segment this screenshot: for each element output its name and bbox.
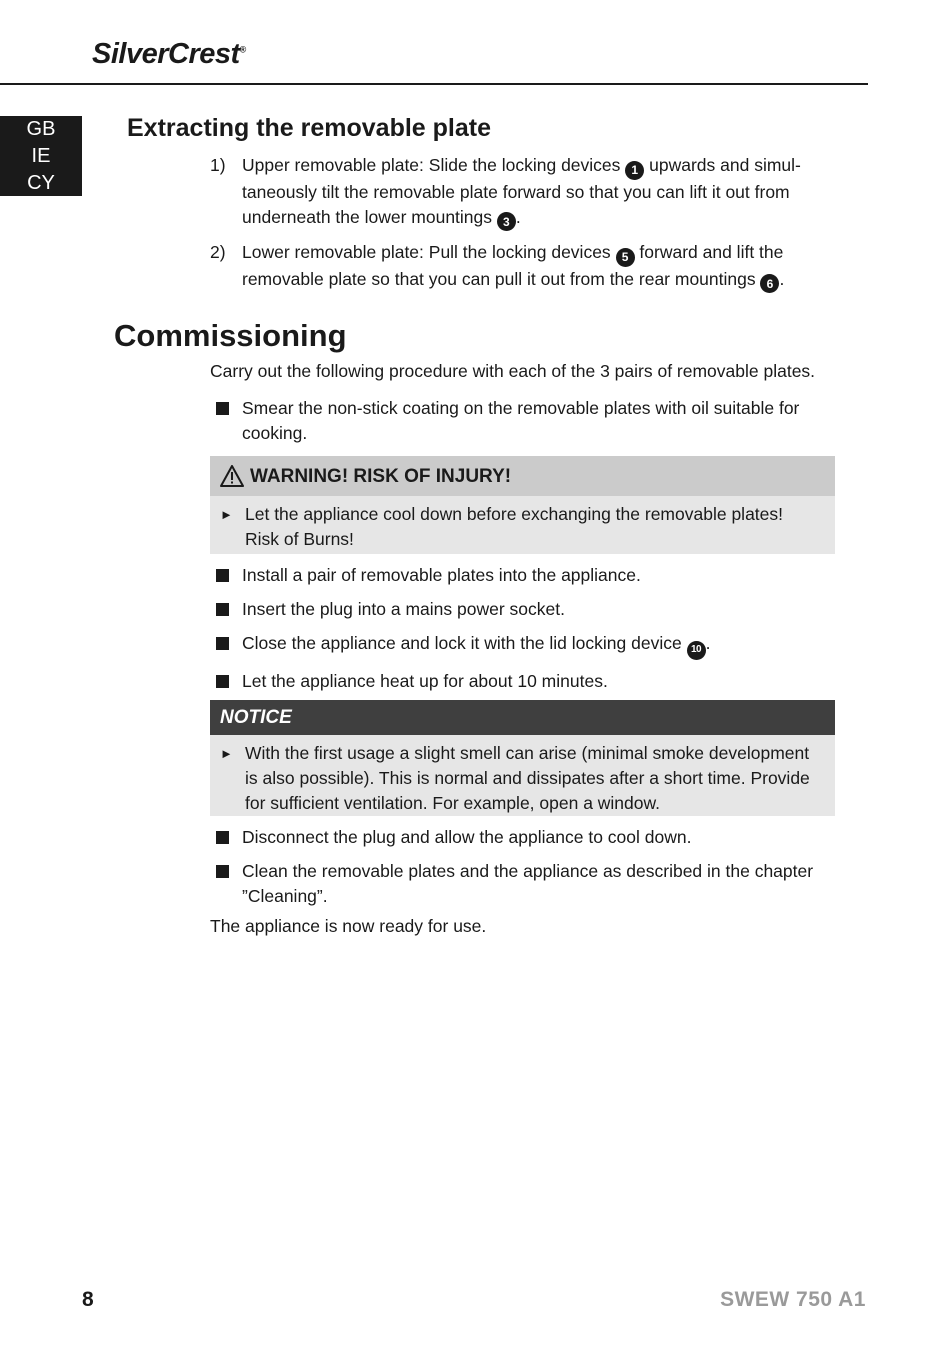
warning-title: WARNING! RISK OF INJURY! <box>250 465 512 487</box>
bullet-square-icon <box>216 402 229 415</box>
list-item-text: Disconnect the plug and allow the appliance to cool down. <box>242 827 692 847</box>
step-item <box>210 153 835 231</box>
part-number-badge: 5 <box>616 248 635 267</box>
list-item <box>216 669 836 694</box>
commissioning-intro: Carry out the following procedure with each of the 3 pairs of removable plates. <box>210 361 816 381</box>
list-item-text: Let the appliance heat up for about 10 minutes. <box>242 670 608 691</box>
language-code: IE <box>31 144 51 167</box>
notice-box <box>210 700 835 816</box>
brand-logo <box>92 38 246 71</box>
notice-title: NOTICE <box>220 707 292 728</box>
header-rule <box>0 83 868 85</box>
warning-box <box>210 456 835 554</box>
step-item <box>210 240 835 293</box>
notice-text: With the first usage a slight smell can arise (minimal smoke development is also possible). This is normal and dissipates after a short time. Provide for sufficient ventilation. For example, open a window. <box>245 743 810 813</box>
section-title-commissioning: Commissioning <box>114 318 347 353</box>
list-item <box>216 859 836 909</box>
bullet-square-icon <box>216 675 229 688</box>
step-text <box>242 153 835 231</box>
list-item <box>216 631 836 660</box>
list-item <box>216 597 836 622</box>
list-item-text: Clean the removable plates and the appliance as described in the chapter ”Cleaning”. <box>242 861 814 906</box>
step-text-part: Upper removable plate: Slide the locking devices <box>242 155 626 175</box>
list-item <box>216 396 836 446</box>
closing-text: The appliance is now ready for use. <box>210 916 487 936</box>
part-number-badge: 6 <box>760 274 779 293</box>
bullet-square-icon <box>216 603 229 616</box>
list-item-text: Install a pair of removable plates into the appliance. <box>242 565 641 585</box>
arrow-right-icon: ► <box>220 507 233 522</box>
step-text-part: upwards and simul-taneously tilt the removable plate forward so that you can lift it out from underneath the lower mountings <box>242 155 801 227</box>
warning-line: Let the appliance cool down before exchanging the removable plates! <box>245 504 784 524</box>
model-number: SWEW 750 A1 <box>720 1288 866 1311</box>
step-text-part: . <box>779 268 785 289</box>
list-item-text <box>242 631 710 660</box>
warning-triangle-icon <box>220 465 244 487</box>
page-number: 8 <box>82 1288 94 1311</box>
bullet-square-icon <box>216 865 229 878</box>
bullet-square-icon <box>216 831 229 844</box>
list-item-text: Insert the plug into a mains power socket. <box>242 599 565 619</box>
language-tab <box>0 116 82 196</box>
bullet-square-icon <box>216 637 229 650</box>
language-code: GB <box>26 117 56 140</box>
notice-header <box>210 700 835 735</box>
step-text-part: forward and lift the removable plate so that you can pull it out from the rear mountings <box>242 242 784 289</box>
list-item-text-part: . <box>705 633 711 653</box>
step-text-part: Lower removable plate: Pull the locking devices <box>242 242 616 262</box>
extract-steps-list <box>210 153 835 302</box>
list-item-text: Smear the non-stick coating on the removable plates with oil suitable for cooking. <box>242 398 800 443</box>
list-item <box>216 825 836 850</box>
brand-registered-mark: ® <box>239 44 246 55</box>
bullet-list <box>216 563 836 703</box>
notice-row <box>210 735 835 822</box>
warning-row <box>210 496 835 558</box>
brand-name: SilverCrest <box>92 38 240 70</box>
language-code: CY <box>27 171 55 194</box>
warning-header <box>210 456 835 496</box>
step-number: 1) <box>210 155 226 175</box>
section-title-extracting: Extracting the removable plate <box>127 114 492 142</box>
step-text <box>242 240 835 293</box>
step-text-part: . <box>515 206 521 227</box>
arrow-right-icon: ► <box>220 746 233 761</box>
part-number-badge: 1 <box>625 161 644 180</box>
list-item-text-part: Close the appliance and lock it with the lid locking device <box>242 633 687 653</box>
list-item <box>216 563 836 588</box>
warning-line: Risk of Burns! <box>245 529 354 549</box>
part-number-badge: 3 <box>497 212 516 231</box>
bullet-list <box>216 825 836 918</box>
bullet-list <box>216 396 836 455</box>
step-number: 2) <box>210 242 226 262</box>
part-number-badge: 10 <box>687 641 706 660</box>
bullet-square-icon <box>216 569 229 582</box>
warning-text <box>245 502 783 552</box>
